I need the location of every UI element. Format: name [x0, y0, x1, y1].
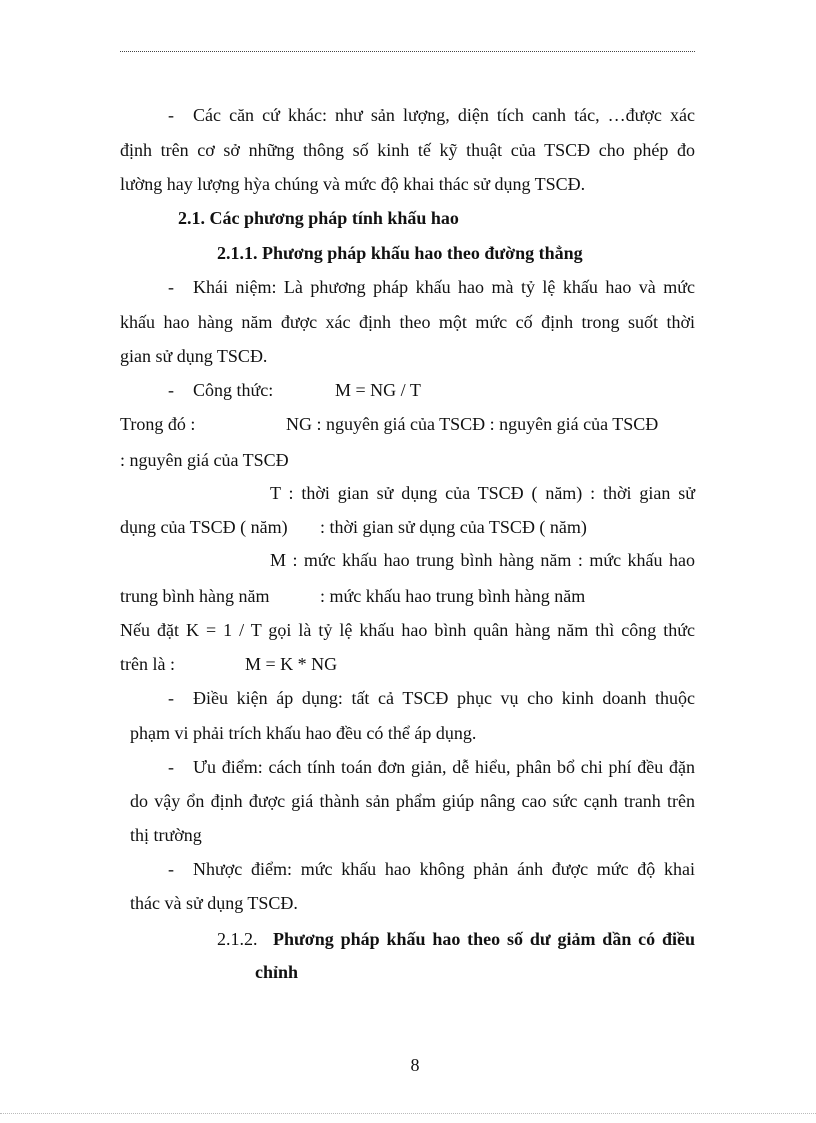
where-m-line2a: trung bình hàng năm: [120, 586, 270, 606]
bullet-marker: -: [168, 380, 174, 400]
heading-2-1-2-title-line2: chỉnh: [255, 962, 299, 982]
heading-2-1: 2.1. Các phương pháp tính khấu hao: [178, 208, 459, 228]
footer-dotted-rule: [0, 1113, 816, 1114]
para-advantages-line3: thị trường: [130, 825, 202, 845]
para-other-bases-line1: Các căn cứ khác: như sản lượng, diện tích canh tác, …được xác: [193, 105, 695, 125]
bullet-marker: -: [168, 757, 174, 777]
k-formula: M = K * NG: [245, 654, 338, 674]
para-conditions-line2: phạm vi phải trích khấu hao đều có thể áp dụng.: [130, 723, 477, 743]
para-concept-line1: Khái niệm: Là phương pháp khấu hao mà tỷ lệ khấu hao và mức: [193, 277, 695, 297]
where-m-line2b: : mức khấu hao trung bình hàng năm: [320, 586, 586, 606]
bullet-marker: -: [168, 105, 174, 125]
bullet-marker: -: [168, 277, 174, 297]
bullet-marker: -: [168, 688, 174, 708]
where-t-line2b: : thời gian sử dụng của TSCĐ ( năm): [320, 517, 587, 537]
para-other-bases-line3: lường hay lượng hỳa chúng và mức độ khai thác sử dụng TSCĐ.: [120, 174, 586, 194]
where-ng-line2: : nguyên giá của TSCĐ: [120, 450, 289, 470]
where-t-line2a: dụng của TSCĐ ( năm): [120, 517, 288, 537]
para-disadvantages-line2: thác và sử dụng TSCĐ.: [130, 893, 298, 913]
where-t-line1: T : thời gian sử dụng của TSCĐ ( năm) : thời gian sử: [270, 483, 695, 503]
para-disadvantages-line1: Nhược điểm: mức khấu hao không phản ánh được mức độ khai: [193, 859, 695, 879]
para-conditions-line1: Điều kiện áp dụng: tất cả TSCĐ phục vụ cho kinh doanh thuộc: [193, 688, 695, 708]
k-definition-line2a: trên là :: [120, 654, 175, 674]
where-ng-line1: NG : nguyên giá của TSCĐ : nguyên giá của TSCĐ: [286, 414, 659, 434]
k-definition-line1: Nếu đặt K = 1 / T gọi là tỷ lệ khấu hao bình quân hàng năm thì công thức: [120, 620, 695, 640]
heading-2-1-2-number: 2.1.2.: [217, 929, 258, 949]
formula-expression: M = NG / T: [335, 380, 421, 400]
heading-2-1-2-title-line1: Phương pháp khấu hao theo số dư giảm dần có điều: [273, 929, 695, 949]
para-concept-line2: khấu hao hàng năm được xác định theo một mức cố định trong suốt thời: [120, 312, 695, 332]
para-other-bases-line2: định trên cơ sở những thông số kinh tế kỹ thuật của TSCĐ cho phép đo: [120, 140, 695, 160]
para-concept-line3: gian sử dụng TSCĐ.: [120, 346, 268, 366]
header-dotted-rule: [120, 51, 695, 52]
formula-label: Công thức:: [193, 380, 274, 400]
para-advantages-line1: Ưu điểm: cách tính toán đơn giản, dễ hiểu, phân bổ chi phí đều đặn: [193, 757, 695, 777]
where-label: Trong đó :: [120, 414, 196, 434]
para-advantages-line2: do vậy ổn định được giá thành sản phẩm giúp nâng cao sức cạnh tranh trên: [130, 791, 695, 811]
where-m-line1: M : mức khấu hao trung bình hàng năm : mức khấu hao: [270, 550, 695, 570]
heading-2-1-1: 2.1.1. Phương pháp khấu hao theo đường thẳng: [217, 243, 583, 263]
page-number: 8: [410, 1055, 420, 1075]
bullet-marker: -: [168, 859, 174, 879]
